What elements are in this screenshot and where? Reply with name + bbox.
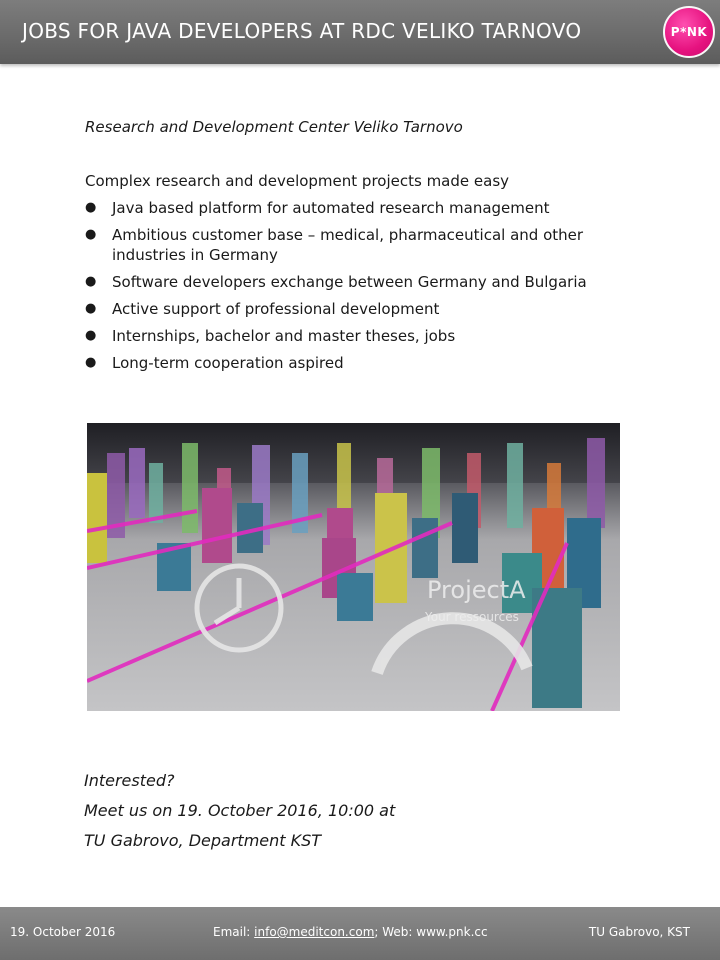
image-caption-subtitle: Your ressources [425, 610, 519, 624]
email-link[interactable]: info@meditcon.com [254, 925, 375, 939]
project-city-image [87, 423, 620, 711]
footer-location: TU Gabrovo, KST [588, 925, 690, 939]
list-item: ● Long-term cooperation aspired [85, 354, 344, 372]
image-caption-title: ProjectA [427, 576, 526, 604]
call-to-action [84, 766, 395, 856]
cta-line: TU Gabrovo, Department KST [84, 831, 322, 850]
bullet-icon: ● [85, 301, 97, 316]
cta-line: Interested? [84, 771, 175, 790]
bullet-list [85, 198, 625, 380]
bullet-icon: ● [85, 355, 97, 370]
bullet-icon: ● [85, 274, 97, 289]
list-item: ● Active support of professional development [85, 300, 440, 318]
bullet-icon: ● [85, 227, 97, 242]
intro-text: Complex research and development projects made easy [85, 172, 510, 190]
list-item: ● Internships, bachelor and master theses, jobs [85, 327, 456, 345]
web-text: ; Web: www.pnk.cc [374, 925, 488, 939]
subtitle: Research and Development Center Veliko Tarnovo [85, 118, 463, 136]
footer-date: 19. October 2016 [10, 925, 116, 939]
email-label: Email: [213, 925, 255, 939]
slide-footer [0, 907, 720, 960]
cta-line: Meet us on 19. October 2016, 10:00 at [84, 801, 396, 820]
bullet-icon: ● [85, 328, 97, 343]
slide-header [0, 0, 720, 64]
list-item: ● Ambitious customer base – medical, pharmaceutical and other industries in Germany [85, 226, 584, 264]
list-item: ● Software developers exchange between Germany and Bulgaria [85, 273, 587, 291]
project-city-illustration [87, 423, 620, 711]
bullet-icon: ● [85, 200, 97, 215]
pnk-logo [663, 6, 715, 58]
slide-title: JOBS FOR JAVA DEVELOPERS AT RDC VELIKO TARNOVO [22, 19, 582, 43]
logo-text: P*NK [670, 25, 708, 39]
footer-contact [213, 925, 488, 939]
list-item: ● Java based platform for automated research management [85, 199, 550, 217]
